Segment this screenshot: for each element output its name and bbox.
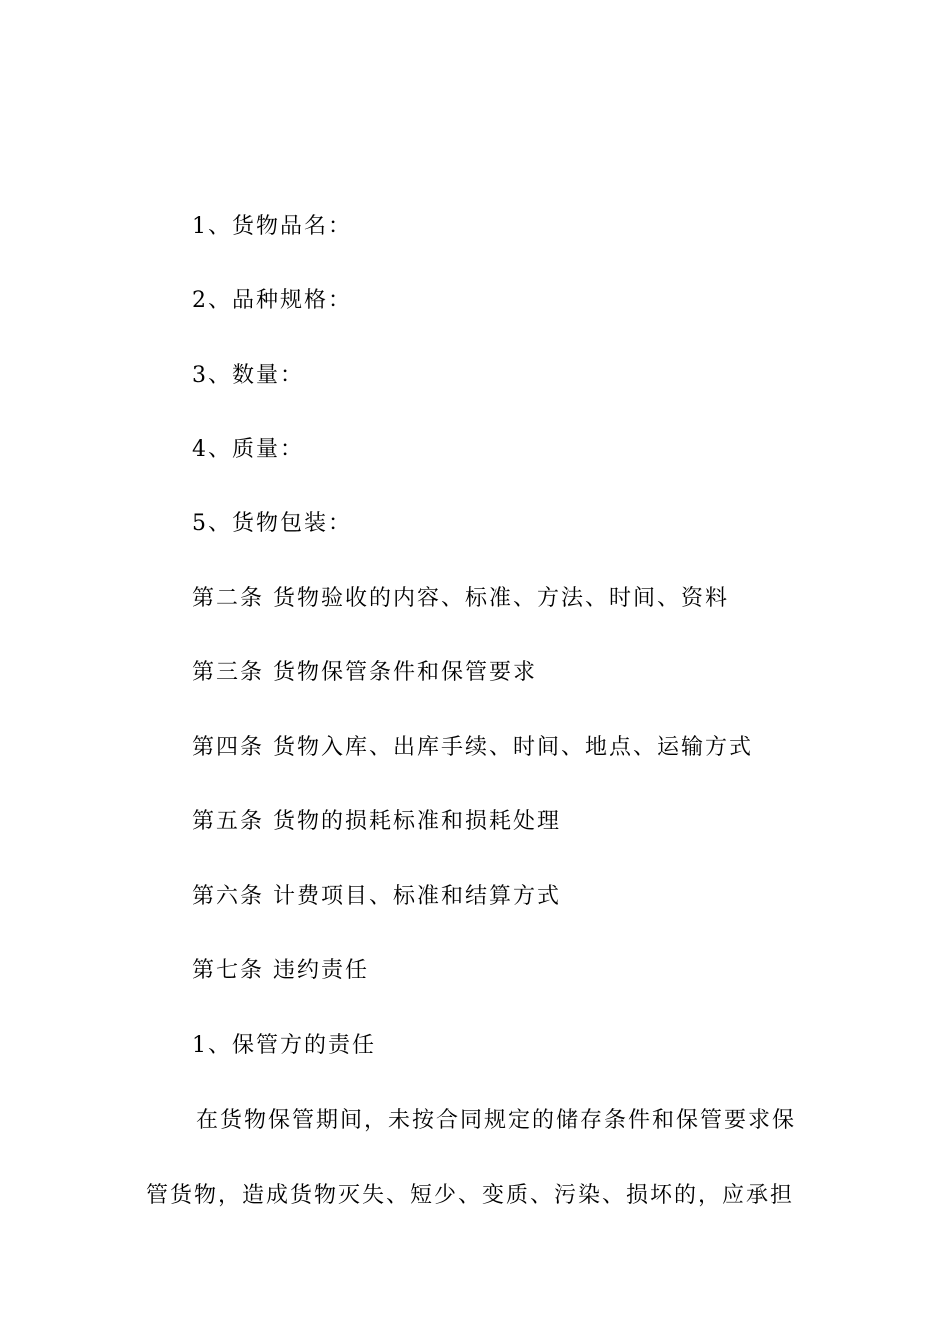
item-quality: 4、质量：	[192, 437, 304, 462]
paragraph-line-1: 在货物保管期间，未按合同规定的储存条件和保管要求保	[196, 1108, 797, 1133]
article-7: 第七条 违约责任	[192, 958, 369, 983]
article-4: 第四条 货物入库、出库手续、时间、地点、运输方式	[192, 735, 753, 760]
item-variety-spec: 2、品种规格：	[192, 288, 352, 313]
custodian-responsibility: 1、保管方的责任	[192, 1033, 376, 1058]
paragraph-line-2: 管货物，造成货物灭失、短少、变质、污染、损坏的，应承担	[146, 1183, 795, 1208]
item-goods-name: 1、货物品名：	[192, 214, 352, 239]
article-6: 第六条 计费项目、标准和结算方式	[192, 884, 561, 909]
item-packaging: 5、货物包装：	[192, 511, 352, 536]
article-2: 第二条 货物验收的内容、标准、方法、时间、资料	[192, 586, 729, 611]
article-3: 第三条 货物保管条件和保管要求	[192, 660, 537, 685]
item-quantity: 3、数量：	[192, 363, 304, 388]
article-5: 第五条 货物的损耗标准和损耗处理	[192, 809, 561, 834]
